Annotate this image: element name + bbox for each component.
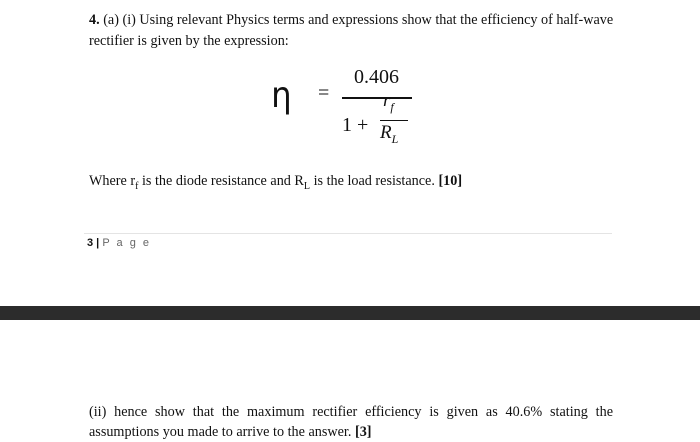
footer-rule xyxy=(84,233,612,234)
where-mid: is the diode resistance and R xyxy=(138,173,304,189)
rl-subscript: L xyxy=(391,131,399,146)
rl-letter: R xyxy=(380,122,392,143)
page-two xyxy=(0,320,700,441)
page-separator: | xyxy=(93,237,103,249)
question-number: 4. xyxy=(89,12,100,28)
marks-a: [10] xyxy=(438,173,463,189)
page-divider xyxy=(0,306,700,320)
where-rl-sub: L xyxy=(303,180,311,192)
where-suffix: is the load resistance. xyxy=(310,173,439,189)
rf-subscript: f xyxy=(390,99,394,114)
where-statement xyxy=(89,173,462,192)
page-number: 3 xyxy=(87,237,94,249)
equals-sign: = xyxy=(318,82,330,104)
rf-term xyxy=(383,90,394,115)
formula-numerator: 0.406 xyxy=(354,66,399,88)
denominator-one-plus: 1 + xyxy=(342,114,369,136)
marks-ii: [3] xyxy=(354,424,372,440)
where-prefix: Where r xyxy=(89,173,136,189)
main-fraction-bar xyxy=(342,97,412,99)
page-footer xyxy=(87,237,151,249)
page-word: P a g e xyxy=(102,237,151,249)
inner-fraction-bar xyxy=(380,120,408,121)
rf-letter: r xyxy=(383,90,391,111)
question-4a-ii-text: (ii) hence show that the maximum rectifier efficiency is given as 40.6% stating the assumptions you made to arrive to the answer. xyxy=(89,404,613,440)
eta-symbol: η xyxy=(271,75,292,116)
question-4a-i xyxy=(89,10,619,52)
efficiency-formula xyxy=(270,64,430,164)
where-rf-sub: f xyxy=(135,180,139,192)
question-4a-i-text: (a) (i) Using relevant Physics terms and expressions show that the efficiency of half-wave rectifier is given by the expression: xyxy=(89,12,614,49)
question-4a-ii xyxy=(89,402,613,442)
rl-term xyxy=(380,122,398,147)
